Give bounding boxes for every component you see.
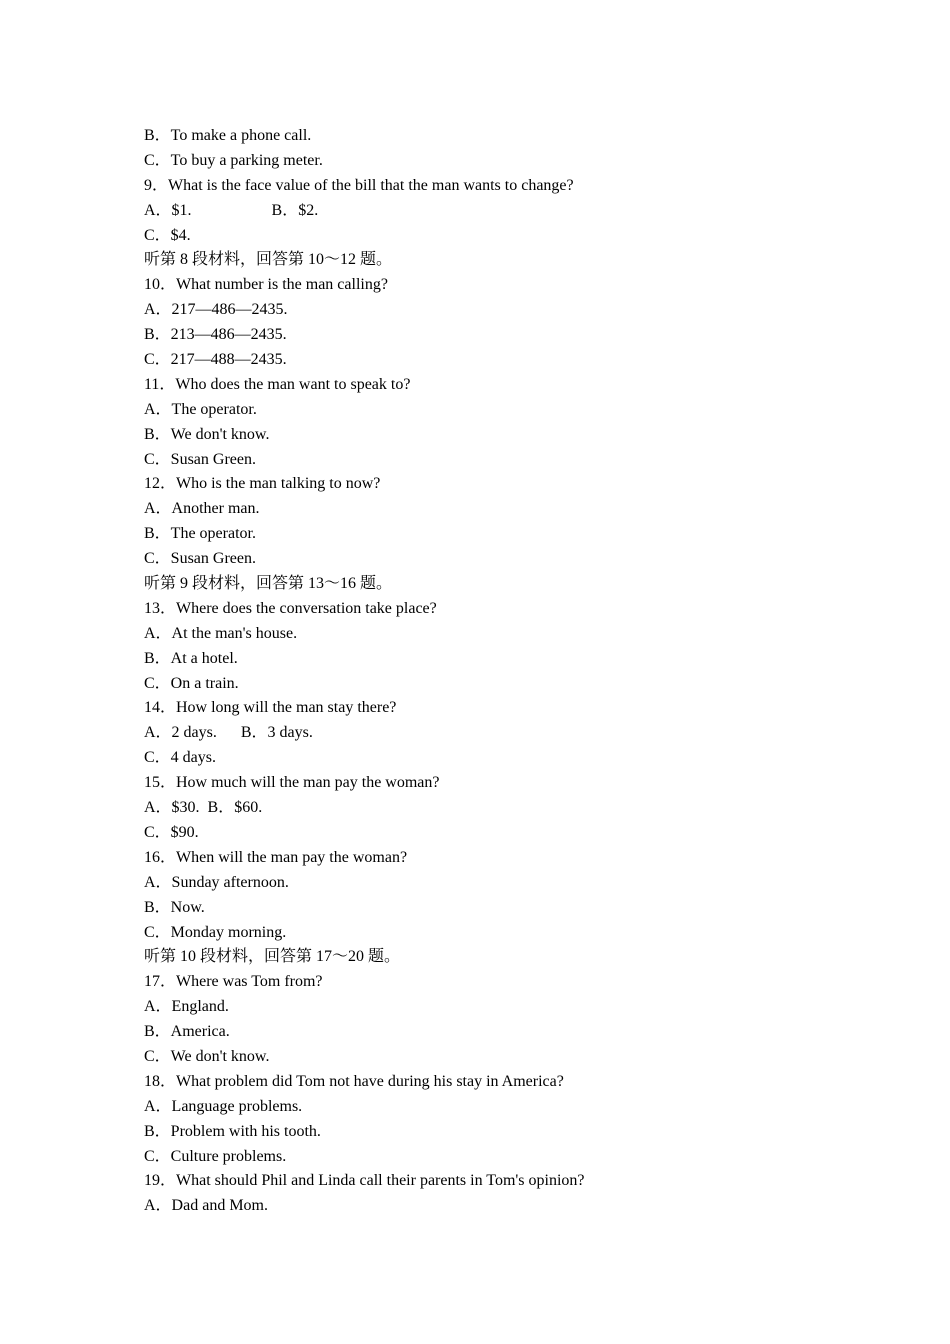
option-line: C．Susan Green. — [144, 450, 256, 468]
option-line: A．$30. B．$60. — [144, 799, 263, 817]
section-heading: 听第 8 段材料，回答第 10～12 题。 — [144, 251, 393, 269]
option-line: C．Susan Green. — [144, 550, 256, 568]
question-line: 17．Where was Tom from? — [144, 973, 323, 991]
option-line: B．America. — [144, 1023, 230, 1041]
option-line: C．4 days. — [144, 749, 217, 767]
option-line: C．$4. — [144, 226, 191, 244]
option-line: B．To make a phone call. — [144, 127, 312, 144]
option-line: A．Sunday afternoon. — [144, 873, 289, 891]
option-line: A．Dad and Mom. — [144, 1197, 268, 1215]
section-heading: 听第 10 段材料，回答第 17～20 题。 — [144, 948, 401, 966]
question-line: 19．What should Phil and Linda call their parents in Tom's opinion? — [144, 1172, 585, 1190]
option-line: C．To buy a parking meter. — [144, 151, 323, 169]
section-heading: 听第 9 段材料，回答第 13～16 题。 — [144, 575, 393, 593]
question-line: 11．Who does the man want to speak to? — [144, 375, 411, 393]
option-line: C．Culture problems. — [144, 1147, 287, 1165]
option-line: C．On a train. — [144, 674, 239, 692]
option-line: B．At a hotel. — [144, 649, 238, 667]
option-line: C．$90. — [144, 823, 199, 841]
option-line: B．The operator. — [144, 525, 256, 543]
option-line: A．At the man's house. — [144, 624, 298, 642]
question-line: 14．How long will the man stay there? — [144, 699, 397, 717]
option-line: B．We don't know. — [144, 425, 270, 443]
option-line: A．The operator. — [144, 400, 257, 418]
question-line: 15．How much will the man pay the woman? — [144, 774, 440, 792]
question-line: 16．When will the man pay the woman? — [144, 848, 408, 866]
option-line: A．$1. B．$2. — [144, 201, 319, 219]
document-page — [144, 124, 864, 1219]
option-line: C．217—488—2435. — [144, 351, 287, 369]
option-line: A．England. — [144, 998, 229, 1016]
question-line: 13．Where does the conversation take place? — [144, 599, 437, 617]
option-line: A．217—486—2435. — [144, 301, 288, 319]
question-line: 18．What problem did Tom not have during his stay in America? — [144, 1072, 564, 1090]
option-line: C．We don't know. — [144, 1047, 270, 1065]
option-line: C．Monday morning. — [144, 923, 287, 941]
question-line: 12．Who is the man talking to now? — [144, 475, 381, 493]
option-line: A．2 days. B．3 days. — [144, 724, 313, 742]
question-line: 10．What number is the man calling? — [144, 276, 388, 294]
option-line: A．Another man. — [144, 500, 260, 518]
option-line: B．213—486—2435. — [144, 326, 287, 344]
option-line: A．Language problems. — [144, 1097, 303, 1115]
question-line: 9．What is the face value of the bill that the man wants to change? — [144, 176, 574, 194]
option-line: B．Now. — [144, 898, 205, 916]
option-line: B．Problem with his tooth. — [144, 1122, 321, 1140]
